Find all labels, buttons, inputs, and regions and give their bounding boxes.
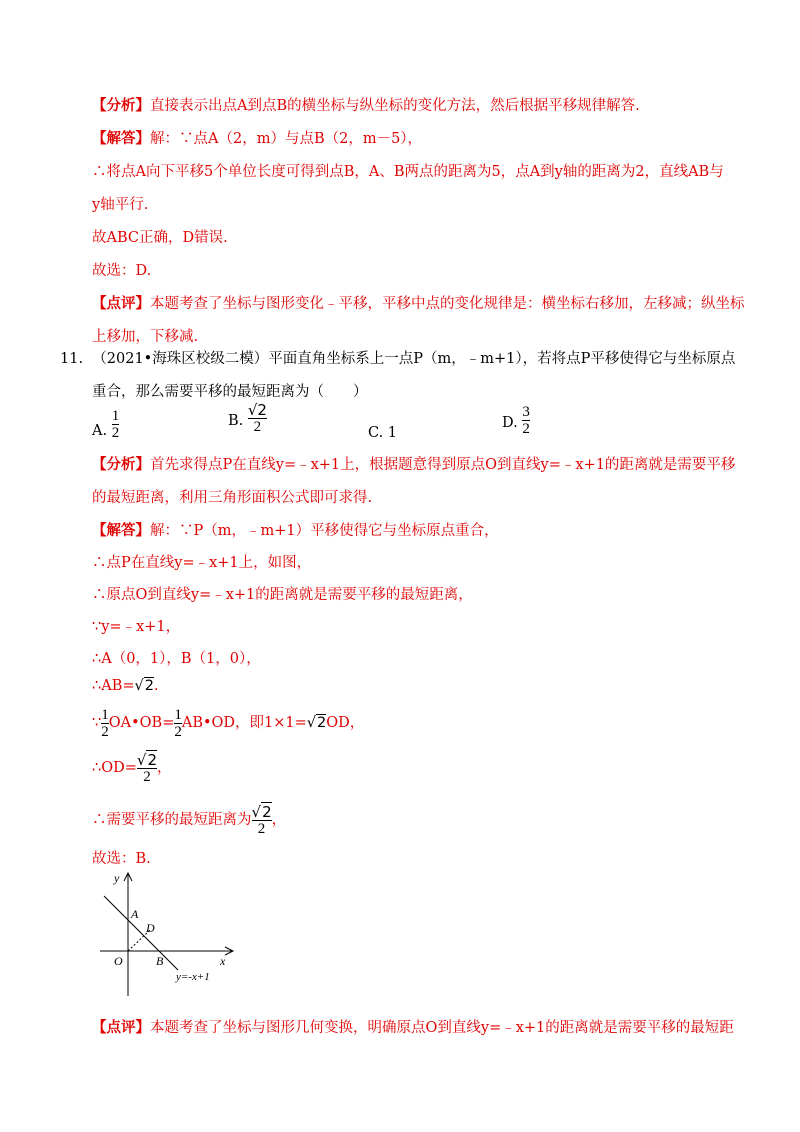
analysis-tag: 【分析】	[92, 456, 150, 473]
sqrt2-over-2: $\frac{√2}{2}$	[136, 750, 157, 785]
analysis-tag: 【分析】	[92, 97, 150, 114]
x-label: x	[220, 954, 226, 968]
q11-answer-line10: 故选：B.	[92, 851, 151, 867]
q11-comment-line1	[92, 1018, 734, 1038]
prev-analysis-text: 直接表示出点A到点B的横坐标与纵坐标的变化方法，然后根据平移规律解答.	[150, 98, 640, 114]
q11-comment-text1: 本题考查了坐标与图形几何变换，明确原点O到直线y=﹣x+1的距离就是需要平移的最短距	[150, 1020, 734, 1036]
comment-tag: 【点评】	[92, 295, 150, 312]
prev-answer-line5: 故选：D.	[92, 263, 152, 279]
q11-answer-line2: ∴点P在直线y=﹣x+1上，如图，	[92, 555, 312, 571]
option-d-denominator: 2	[522, 421, 530, 437]
option-a-numerator: 1	[111, 408, 120, 424]
q11-answer-line8: ∴OD= $\frac{√2}{2}$ ，	[92, 750, 172, 785]
prev-answer-line4: 故ABC正确，D错误.	[92, 230, 228, 246]
q11-answer-line1	[92, 521, 499, 541]
q11-analysis-line2: 的最短距离，利用三角形面积公式即可求得.	[92, 490, 373, 506]
prev-comment-line2: 上移加，下移减.	[92, 329, 199, 345]
option-b-letter: B.	[228, 413, 244, 429]
answer-tag: 【解答】	[92, 130, 150, 147]
option-b-numerator: √2	[247, 401, 267, 419]
prev-answer-line3: y轴平行.	[92, 197, 149, 213]
half-fraction: $\frac{1}{2}$	[101, 706, 109, 740]
q11-answer-line5: ∴A（0，1），B（1，0），	[92, 651, 261, 667]
prev-analysis-line	[92, 96, 640, 116]
o-label: O	[114, 954, 123, 968]
a-label: A	[131, 907, 139, 921]
option-d-numerator: 3	[522, 404, 530, 420]
shortest-prefix: ∴需要平移的最短距离为	[92, 812, 252, 828]
prev-answer-line1	[92, 129, 422, 149]
option-d[interactable]	[502, 404, 530, 437]
option-d-letter: D.	[502, 415, 518, 431]
prev-answer-line2: ∴将点A向下平移5个单位长度可得到点B，A、B两点的距离为5，点A到y轴的距离为2，直线AB与	[92, 164, 724, 180]
q11-stem-line2: 重合，那么需要平移的最短距离为（ ）	[92, 384, 368, 400]
option-b-denominator: 2	[248, 418, 267, 435]
q11-analysis-text1: 首先求得点P在直线y=﹣x+1上，根据题意得到原点O到直线y=﹣x+1的距离就是需要平移	[150, 457, 736, 473]
option-b[interactable]	[228, 402, 267, 435]
q11-number: 11.	[60, 351, 84, 367]
q11-source: （2021•海珠区校级二模）	[92, 351, 269, 367]
option-a-denominator: 2	[111, 425, 120, 441]
answer-tag: 【解答】	[92, 522, 150, 539]
y-label: y	[114, 871, 120, 885]
ab-prefix: ∴AB=	[92, 678, 135, 694]
q11-stem-text1: 平面直角坐标系上一点P（m，﹣m+1），若将点P平移使得它与坐标原点	[268, 351, 736, 367]
sqrt2-expr: √2	[306, 715, 327, 731]
q11-answer-line3: ∴原点O到直线y=﹣x+1的距离就是需要平移的最短距离，	[92, 587, 473, 603]
q11-stem-line1	[60, 349, 735, 369]
q11-answer-line6: ∴AB=√2.	[92, 678, 159, 694]
line7-a: OA•OB=	[108, 715, 175, 731]
sqrt2-expr: √2	[134, 678, 154, 694]
od-prefix: ∴OD=	[92, 760, 137, 776]
q11-answer-text1: 解：∵P（m，﹣m+1）平移使得它与坐标原点重合，	[150, 523, 499, 539]
comment-tag: 【点评】	[92, 1019, 150, 1036]
option-c[interactable]	[368, 425, 397, 441]
line7-b: AB•OD，即1×1=	[181, 715, 307, 731]
option-a-letter: A.	[92, 423, 108, 439]
option-c-letter: C.	[368, 425, 384, 441]
q11-answer-line9: ∴需要平移的最短距离为 $\frac{√2}{2}$ ，	[92, 802, 287, 837]
option-a[interactable]	[92, 408, 119, 441]
coordinate-figure	[100, 868, 240, 1000]
q11-analysis-line1	[92, 455, 735, 475]
line7-c: OD，	[326, 715, 365, 731]
prev-answer-text1: 解：∵点A（2，m）与点B（2，m－5），	[150, 131, 423, 147]
q11-answer-line7: ∵ $\frac{1}{2}$ OA•OB= $\frac{1}{2}$ AB•OD，即1×1=√2OD，	[92, 706, 365, 740]
line-label: y=-x+1	[176, 971, 210, 983]
sqrt2-over-2: $\frac{√2}{2}$	[251, 802, 272, 837]
half-fraction-2: $\frac{1}{2}$	[174, 706, 182, 740]
prev-comment-line1	[92, 294, 745, 314]
b-label: B	[156, 954, 164, 968]
q11-answer-line4: ∵y=﹣x+1，	[92, 619, 181, 635]
d-label: D	[146, 921, 155, 935]
prev-comment-text1: 本题考查了坐标与图形变化﹣平移，平移中点的变化规律是：横坐标右移加，左移减；纵坐标	[150, 296, 745, 312]
option-c-value: 1	[387, 425, 398, 441]
